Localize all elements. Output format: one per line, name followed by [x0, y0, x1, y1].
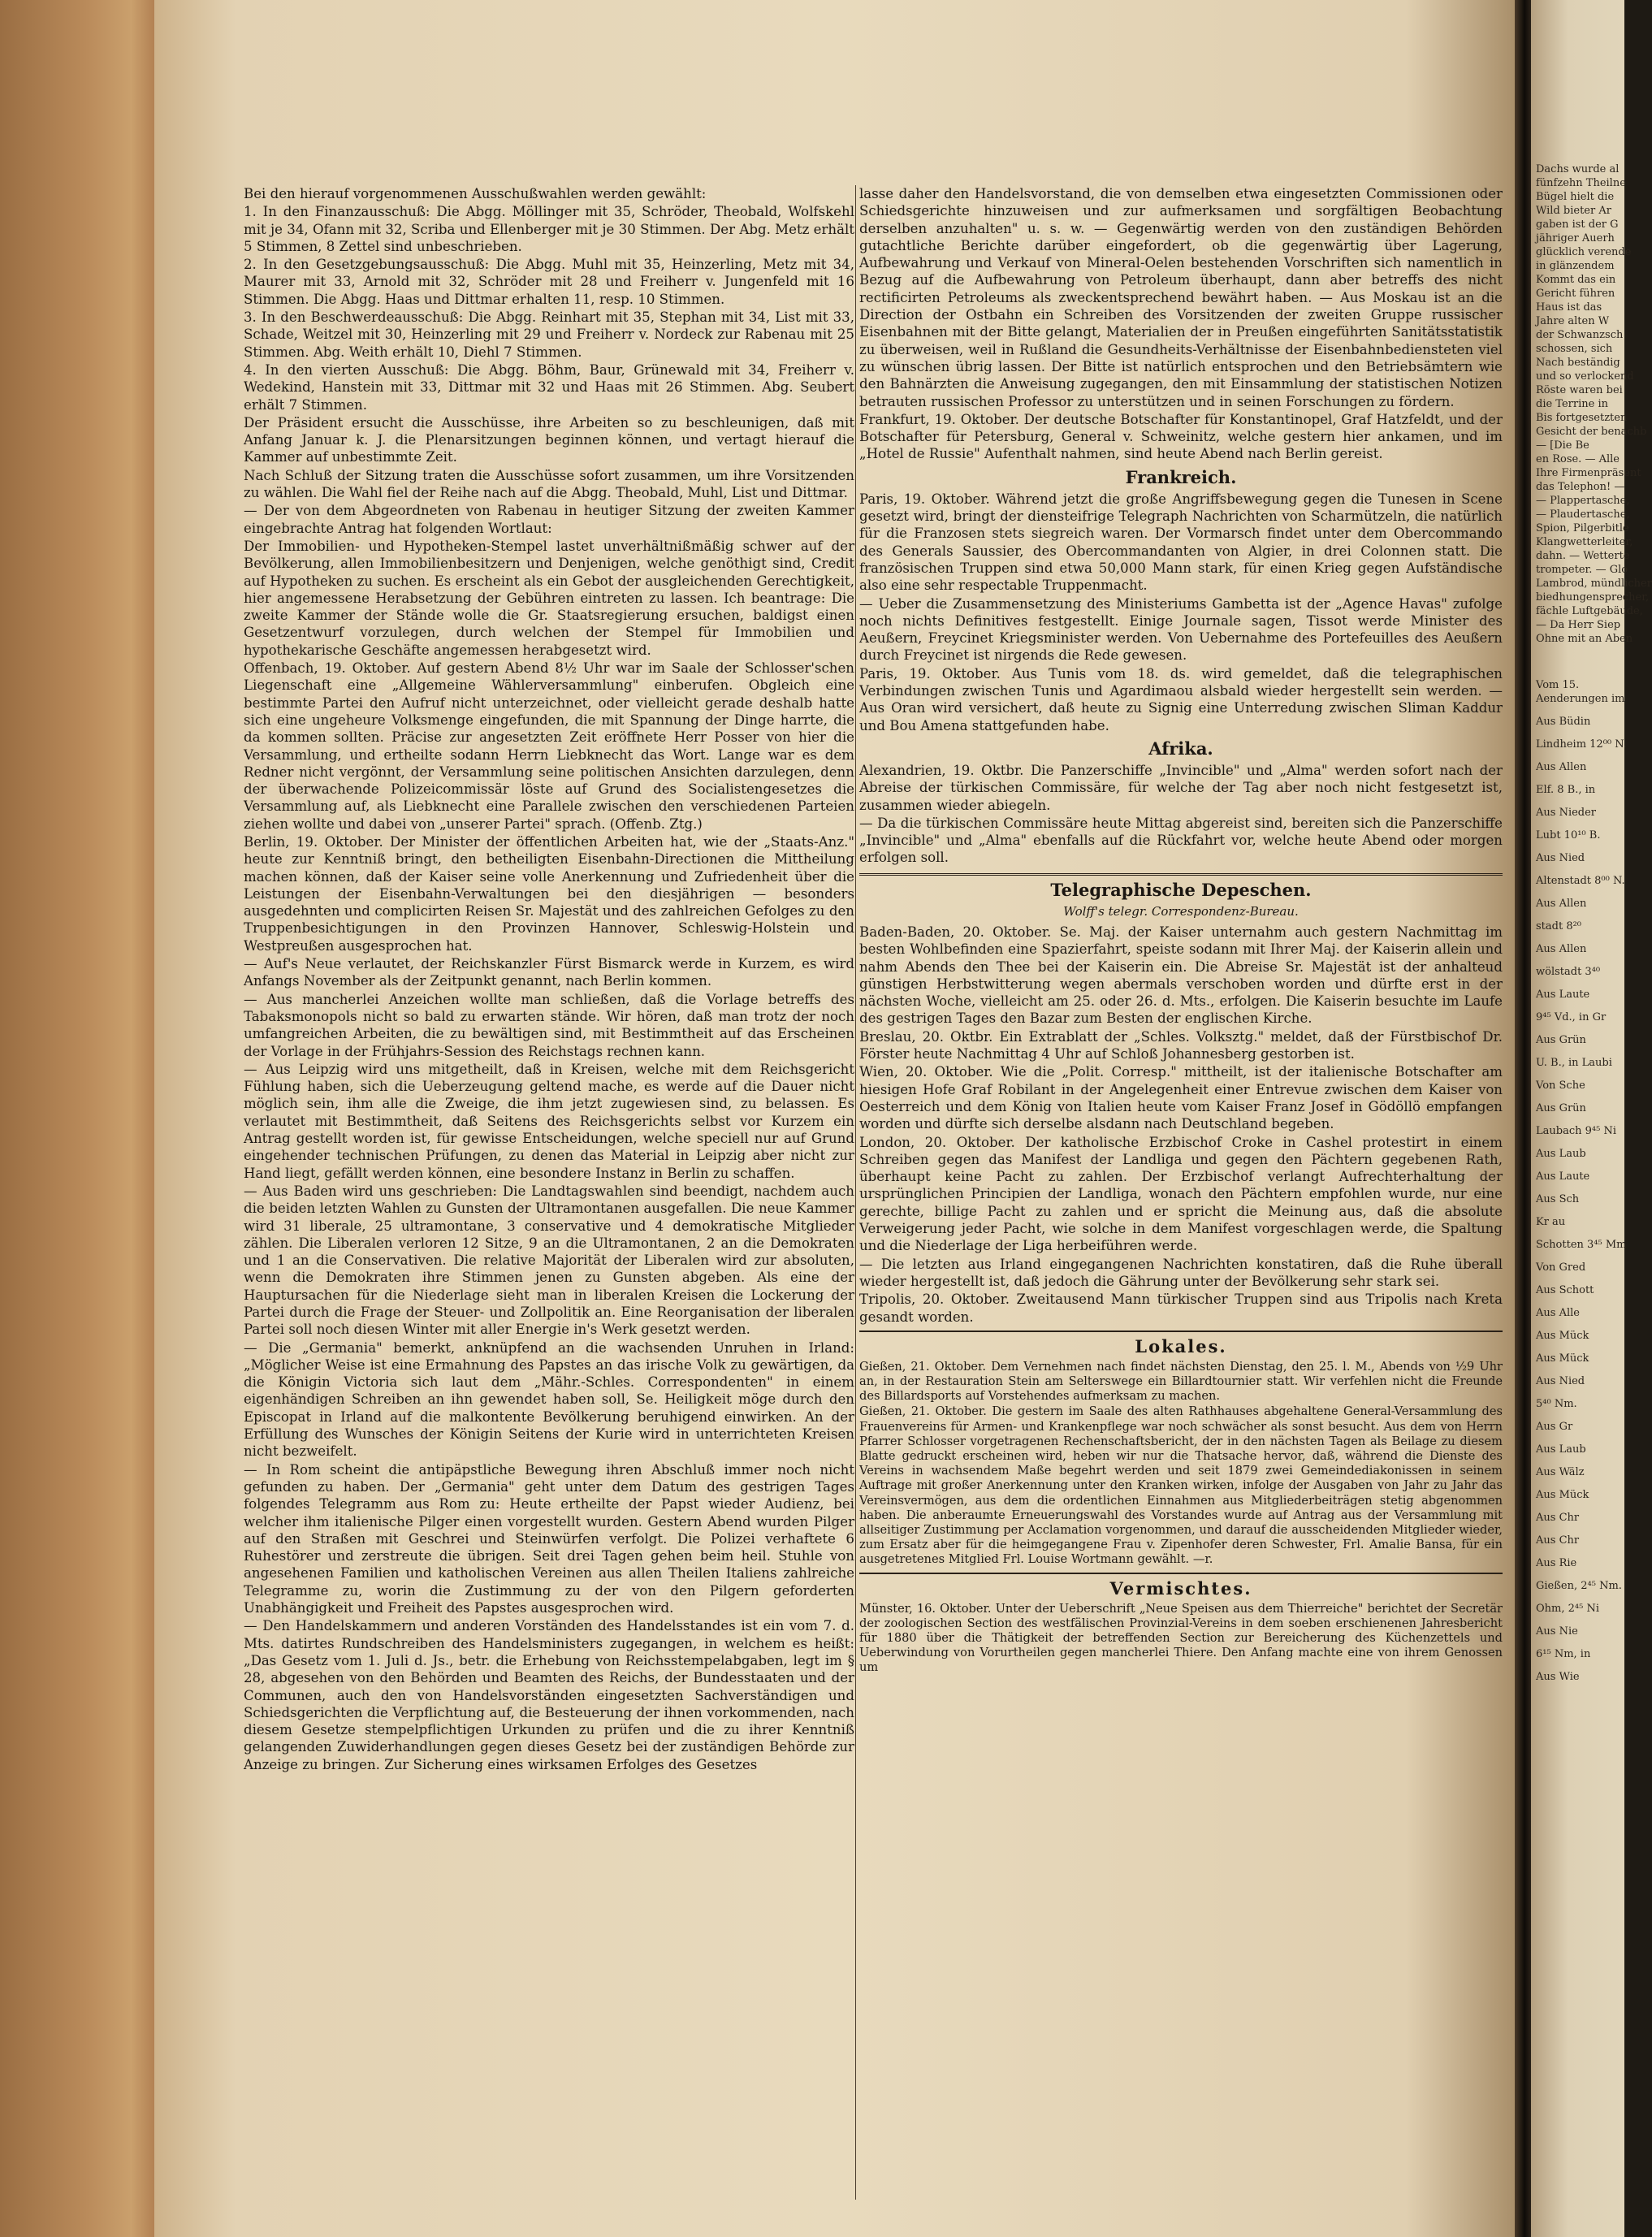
section-divider [859, 873, 1503, 876]
adjacent-page-line: Aus Allen [1536, 761, 1587, 773]
adjacent-page-line: Vom 15. [1536, 679, 1580, 691]
article-paragraph: London, 20. Oktober. Der katholische Erzbischof Croke in Cashel protestirt in einem Schreiben gegen das Manifest der Landliga und gegen den Pächtern gegebenen Rath, überhaupt keine Pacht zu zahlen. Der Erzbischof verlangt Aufrechterhaltung der ursprünglichen Principien der Landliga, wonach den Pächtern empfohlen wurde, nur eine gerechte, billige Pacht zu zahlen und er spricht die Meinung aus, daß die absolute Verweigerung jeder Pacht, wie solche in dem Manifest vorgeschlagen werde, die Spaltung und die Niederlage der Liga herbeiführen werde. [859, 1134, 1503, 1254]
article-paragraph: lasse daher den Handelsvorstand, die von demselben etwa eingesetzten Commissionen oder Schiedsgerichte hinzuweisen und zur aufmerksamen und sorgfältigen Beobachtung derselben anzuhalten" u. s. w. — Gegenwärtig werden von den zuständigen Behörden gutachtliche Berichte darüber eingefordert, ob die gegenwärtig über Lagerung, Aufbewahrung und Verkauf von Mineral-Oelen bestehenden Vorschriften sich namentlich in Bezug auf die Aufbewahrung von Petroleum überhaupt, dann aber betreffs des nicht rectificirten Petroleums als zweckentsprechend bewährt haben. — Aus Moskau ist an die Direction der Ostbahn ein Schreiben des Vorsitzenden der zweiten Gruppe russischer Eisenbahnen mit der Bitte gelangt, Materialien der in Preußen eingeführten Sanitätsstatistik zu überweisen, weil in Rußland die Gesundheits-Verhältnisse der Eisenbahnbediensteten viel zu wünschen übrig lassen. Der Bitte ist natürlich entsprochen und den Betriebsämtern wie den Bahnärzten die Anweisung zugegangen, den mit Einsammlung der statistischen Notizen betrauten russischen Professor zu unterstützen und in seinen Forschungen zu fördern. [859, 186, 1503, 409]
adjacent-page-line: schossen, sich [1536, 343, 1613, 355]
article-paragraph: 2. In den Gesetzgebungsausschuß: Die Abgg. Muhl mit 35, Heinzerling, Metz mit 34, Maurer mit 33, Arnold mit 32, Schröder mit 28 und Freiherr v. Jungenfeld mit 16 Stimmen. Die Abgg. Haas und Dittmar erhalten 11, resp. 10 Stimmen. [244, 257, 854, 307]
article-paragraph: — Da die türkischen Commissäre heute Mittag abgereist sind, bereiten sich die Panzerschiffe „Invincible" und „Alma" ebenfalls auf die Rückfahrt vor, welche heute Abend oder morgen erfolgen soll. [859, 815, 1503, 866]
article-paragraph: — Aus Baden wird uns geschrieben: Die Landtagswahlen sind beendigt, nachdem auch die beiden letzten Wahlen zu Gunsten der Ultramontanen ausgefallen. Die neue Kammer wird 31 liberale, 25 ultramontane, 3 conservative und 4 demokratische Mitglieder zählen. Die Liberalen verloren 12 Sitze, 9 an die Ultramontanen, 2 an die Demokraten und 1 an die Conservativen. Die relative Majorität der Liberalen wird zur absoluten, wenn die Demokraten ihre Stimmen jenen zu Gunsten abgeben. Als eine der Hauptursachen für die Niederlage sieht man in liberalen Kreisen die Lockerung der Partei durch die Frage der Steuer- und Zollpolitik an. Eine Reorganisation der liberalen Partei soll noch diesen Winter mit aller Energie in's Werk gesetzt werden. [244, 1183, 854, 1338]
adjacent-page-line: Aus Allen [1536, 943, 1587, 955]
article-paragraph: Paris, 19. Oktober. Aus Tunis vom 18. ds. wird gemeldet, daß die telegraphischen Verbindungen zwischen Tunis und Agardimaou alsbald wieder hergestellt sein werden. — Aus Oran wird versichert, daß heute zu Signig eine Unterredung zwischen Sliman Kaddur und Bou Amena stattgefunden habe. [859, 665, 1503, 733]
section-title-frankreich: Frankreich. [1125, 466, 1237, 487]
adjacent-page-line: — Da Herr Siep [1536, 619, 1621, 631]
section-title-lokales: Lokales. [1135, 1335, 1227, 1356]
adjacent-page-line: Aus Allen [1536, 898, 1587, 910]
adjacent-page-line: Ihre Firmenpräsent [1536, 467, 1641, 479]
adjacent-page-line: die Terrine in [1536, 398, 1608, 410]
section-subtitle-bureau: Wolff's telegr. Correspondenz-Bureau. [1063, 903, 1299, 919]
adjacent-page-line: Lindheim 12⁰⁰ N. [1536, 738, 1627, 751]
article-paragraph: Paris, 19. Oktober. Während jetzt die große Angriffsbewegung gegen die Tunesen in Scene gesetzt wird, bringt der diensteifrige Telegraph Nachrichten von Scharmützeln, die natürlich für die Franzosen stets siegreich waren. Der Vormarsch findet unter dem Obercommando des Generals Saussier, des Obercommandanten von Algier, in drei Colonnen statt. Die französischen Truppen sind etwa 50,000 Mann stark, für einen Krieg gegen Aufständische also eine sehr respectable Truppenmacht. [859, 491, 1503, 594]
right-column [859, 185, 1503, 1676]
adjacent-page-line: Aus Laub [1536, 1443, 1586, 1456]
adjacent-page-line: Aus Alle [1536, 1307, 1580, 1319]
adjacent-page-line: U. B., in Laubi [1536, 1057, 1612, 1069]
section-divider [859, 1573, 1503, 1574]
adjacent-page-line: Aus Wie [1536, 1671, 1580, 1683]
adjacent-page-line: Gesicht der benachb [1536, 426, 1647, 438]
adjacent-page-fragment [1531, 0, 1652, 2237]
article-paragraph: — In Rom scheint die antipäpstliche Bewegung ihren Abschluß immer noch nicht gefunden zu haben. Der „Germania" geht unter dem Datum des gestrigen Tages folgendes Telegramm aus Rom zu: Heute ertheilte der Papst wieder Audienz, bei welcher ihm italienische Pilger einen vorgestellt wurden. Gestern Abend wurden Pilger auf den Straßen mit Geschrei und Steinwürfen verfolgt. Die Polizei verhaftete 6 Ruhestörer und zerstreute die übrigen. Seit drei Tagen gehen beim heil. Stuhle von angesehenen Familien und katholischen Vereinen aus allen Theilen Italiens zahlreiche Telegramme zu, worin die Zustimmung zu der von den Pilgern geforderten Unabhängigkeit und Freiheit des Papstes ausgesprochen wird. [244, 1461, 854, 1616]
adjacent-page-line: Lubt 10¹⁰ B. [1536, 829, 1601, 842]
article-paragraph: Offenbach, 19. Oktober. Auf gestern Abend 8½ Uhr war im Saale der Schlosser'schen Liegenschaft eine „Allgemeine Wählerversammlung" einberufen. Obgleich eine bestimmte Partei den Aufruf nicht unterzeichnet, oder vielleicht gerade deshalb hatte sich eine ungeheure Volksmenge eingefunden, die mit Spannung der Dinge harrte, die da kommen sollten. Präcise zur angesetzten Zeit eröffnete Herr Posser von hier die Versammlung, und ertheilte sodann Herrn Liebknecht das Wort. Lange war es dem Redner nicht vergönnt, der Versammlung seine politischen Ansichten darzulegen, denn der überwachende Polizeicommissär löste auf Grund des Socialistengesetzes die Versammlung auf, als Liebknecht eine Parallele zwischen den verschiedenen Parteien ziehen wollte und dabei von „unserer Partei" sprach. (Offenb. Ztg.) [244, 660, 854, 832]
adjacent-page-line: Kommt das ein [1536, 274, 1616, 286]
adjacent-page-line: Aus Nied [1536, 1375, 1585, 1387]
section-title-vermischtes: Vermischtes. [1109, 1577, 1252, 1599]
adjacent-page-line: Von Gred [1536, 1261, 1586, 1274]
article-paragraph: — Aus Leipzig wird uns mitgetheilt, daß in Kreisen, welche mit dem Reichsgericht Fühlung haben, sich die Ueberzeugung geltend mache, es werde auf die Dauer nicht möglich sein, ihm alle die Zweige, die ihm jetzt zugewiesen sind, zu belassen. Es verlautet mit Bestimmtheit, daß Seitens des Reichsgerichts selbst vor Kurzem ein Antrag gestellt worden ist, für gewisse Entscheidungen, welche speciell nur auf Grund eingehender technischen Prüfungen, zu denen das Material in Leipzig aber nicht zur Hand liegt, gefällt werden können, eine besondere Instanz in Berlin zu schaffen. [244, 1061, 854, 1181]
adjacent-page-line: Gießen, 2⁴⁵ Nm. [1536, 1580, 1622, 1592]
adjacent-page-line: Aus Grün [1536, 1034, 1586, 1046]
adjacent-page-line: dahn. — Wetterte [1536, 550, 1630, 562]
adjacent-page-line: Aus Grün [1536, 1102, 1586, 1114]
adjacent-page-line: 9⁴⁵ Vd., in Gr [1536, 1011, 1607, 1023]
column-rule [855, 185, 856, 2200]
adjacent-page-line: Aus Nie [1536, 1625, 1578, 1638]
adjacent-page-line: Von Sche [1536, 1080, 1585, 1092]
article-paragraph: — Ueber die Zusammensetzung des Ministeriums Gambetta ist der „Agence Havas" zufolge noch nichts Definitives festgestellt. Einige Journale sagen, Tissot werde Minister des Aeußern, Freycinet Kriegsminister werden. Von Uebernahme des Portefeuilles des Aeußern durch Freycinet ist nirgends die Rede gewesen. [859, 595, 1503, 664]
adjacent-page-line: Aus Mück [1536, 1489, 1589, 1501]
adjacent-page-line: Laubach 9⁴⁵ Ni [1536, 1125, 1616, 1137]
adjacent-page-line: Aus Nieder [1536, 807, 1597, 819]
newspaper-page [154, 0, 1515, 2237]
article-paragraph: Baden-Baden, 20. Oktober. Se. Maj. der Kaiser unternahm auch gestern Nachmittag im besten Wohlbefinden eine Spazierfahrt, speiste sodann mit Ihrer Maj. der Kaiserin allein und nahm Abends den Thee bei der Kaiserin ein. Die Abreise Sr. Majestät ist der anhalteud günstigen Herbstwitterung wegen abermals verschoben worden und dürfte erst in der nächsten Woche, vielleicht am 25. oder 26. d. Mts., erfolgen. Die Kaiserin besuchte im Laufe des gestrigen Tages den Bazar zum Besten der englischen Kirche. [859, 924, 1503, 1027]
adjacent-page-line: — [Die Be [1536, 439, 1589, 452]
article-paragraph: 3. In den Beschwerdeausschuß: Die Abgg. Reinhart mit 35, Stephan mit 34, List mit 33, Schade, Weitzel mit 30, Heinzerling mit 29 und Freiherr v. Nordeck zur Rabenau mit 25 Stimmen. Abg. Weith erhält 10, Diehl 7 Stimmen. [244, 309, 854, 360]
adjacent-page-line: Lambrod, mündlicher [1536, 578, 1652, 590]
book-gutter [1515, 0, 1531, 2237]
adjacent-page-line: Röste waren bei [1536, 384, 1623, 396]
adjacent-page-line: und so verlockend [1536, 370, 1634, 383]
adjacent-page-line: — Plappertasche, [1536, 495, 1630, 507]
article-paragraph: 4. In den vierten Ausschuß: Die Abgg. Böhm, Baur, Grünewald mit 34, Freiherr v. Wedekind, Hanstein mit 33, Dittmar mit 32 und Haas mit 26 Stimmen. Abg. Seubert erhält 7 Stimmen. [244, 361, 854, 413]
article-paragraph: Nach Schluß der Sitzung traten die Ausschüsse sofort zusammen, um ihre Vorsitzenden zu wählen. Die Wahl fiel der Reihe nach auf die Abgg. Theobald, Muhl, List und Dittmar. [244, 467, 854, 501]
adjacent-page-line: der Schwanzsch [1536, 329, 1624, 341]
adjacent-page-line: glücklich verende [1536, 246, 1632, 258]
adjacent-page-line: Aus Gr [1536, 1421, 1573, 1433]
adjacent-page-line: Haus ist das [1536, 301, 1602, 314]
section-title-afrika: Afrika. [1148, 738, 1213, 759]
adjacent-page-line: Aus Wälz [1536, 1466, 1585, 1478]
adjacent-page-line: biedhungensprecher, [1536, 591, 1650, 604]
adjacent-page-line: Jahre alten W [1536, 315, 1610, 327]
adjacent-page-text [1531, 0, 1652, 1684]
article-paragraph: Münster, 16. Oktober. Unter der Ueberschrift „Neue Speisen aus dem Thierreiche" berichtet der Secretär der zoologischen Section des westfälischen Provinzial-Vereins in dem soeben erschienenen Jahresbericht für 1880 über die Thätigkeit der betreffenden Section zur Bereicherung des Küchenzettels und Ueberwindung von Vorurtheilen gegen mancherlei Thiere. Den Anfang machte eine von ihrem Genossen um [859, 1601, 1503, 1675]
adjacent-page-line: Spion, Pilgerbitle [1536, 522, 1629, 534]
adjacent-page-line: Aus Chr [1536, 1512, 1580, 1524]
article-paragraph: — Die „Germania" bemerkt, anknüpfend an die wachsenden Unruhen in Irland: „Möglicher Weise ist eine Ermahnung des Papstes an das irische Volk zu gewärtigen, da die Königin Victoria sich laut dem „Mähr.-Schles. Correspondenten" in einem eigenhändigen Schreiben an ihn gewendet haben soll, Se. Heiligkeit möge durch den Episcopat in Irland auf die malkontente Bevölkerung beruhigend einwirken. An der Erfüllung des Wunsches der Königin Seitens der Kurie wird in unterrichteten Kreisen nicht bezweifelt. [244, 1339, 854, 1460]
article-paragraph: Bei den hierauf vorgenommenen Ausschußwahlen werden gewählt: [244, 186, 707, 201]
adjacent-page-line: 6¹⁵ Nm, in [1536, 1648, 1591, 1660]
adjacent-page-line: trompeter. — Glo [1536, 564, 1628, 576]
adjacent-page-line: in glänzendem [1536, 260, 1615, 272]
adjacent-page-line: fächle Luftgebäude, [1536, 605, 1643, 617]
adjacent-page-line: Gericht führen [1536, 288, 1615, 300]
adjacent-page-line: Klangwetterleiter, [1536, 536, 1633, 548]
article-paragraph: — Aus mancherlei Anzeichen wollte man schließen, daß die Vorlage betreffs des Tabaksmonopols nicht so bald zu erwarten stände. Wir hören, daß man trotz der noch umfangreichen Arbeiten, die zu bewältigen sind, mit Bestimmtheit auf das Erscheinen der Vorlage in der Frühjahrs-Session des Reichstags rechnen kann. [244, 991, 854, 1059]
adjacent-page-line: Schotten 3⁴⁵ Mm [1536, 1239, 1627, 1251]
adjacent-page-line: wölstadt 3⁴⁰ [1536, 966, 1601, 978]
adjacent-page-line: stadt 8²⁰ [1536, 920, 1582, 932]
adjacent-page-line: Dachs wurde al [1536, 163, 1620, 175]
adjacent-page-line: — Plaudertasche, [1536, 508, 1630, 521]
adjacent-page-line: gaben ist der G [1536, 219, 1619, 231]
article-paragraph: Alexandrien, 19. Oktbr. Die Panzerschiffe „Invincible" und „Alma" werden sofort nach der Abreise der türkischen Commissäre, für welche der Tag aber noch nicht festgesetzt ist, zusammen wieder abiegeln. [859, 762, 1503, 813]
adjacent-page-line: en Rose. — Alle [1536, 453, 1620, 465]
adjacent-page-line: Aus Büdin [1536, 716, 1591, 728]
article-paragraph: Breslau, 20. Oktbr. Ein Extrablatt der „Schles. Volksztg." meldet, daß der Fürstbischof Dr. Förster heute Nachmittag 4 Uhr auf Schloß Johannesberg gestorben ist. [859, 1028, 1503, 1062]
article-paragraph: Tripolis, 20. Oktober. Zweitausend Mann türkischer Truppen sind aus Tripolis nach Kreta gesandt worden. [859, 1292, 1503, 1325]
adjacent-page-line: Ohne mit an Aben [1536, 633, 1633, 645]
adjacent-page-line: Bügel hielt die [1536, 191, 1615, 203]
adjacent-page-line: fünfzehn Theilne [1536, 177, 1626, 189]
section-title-telegraphische: Telegraphische Depeschen. [1050, 879, 1312, 900]
adjacent-page-line: Aus Mück [1536, 1352, 1589, 1365]
adjacent-page-line: Aus Rie [1536, 1557, 1577, 1569]
section-divider [859, 1331, 1503, 1332]
article-paragraph: Der Immobilien- und Hypotheken-Stempel lastet unverhältnißmäßig schwer auf der Bevölkerung, allen Immobilienbesitzern und Denjenigen, welche genöthigt sind, Credit auf Hypotheken zu suchen. Es erscheint als ein Gebot der ausgleichenden Gerechtigkeit, hier angemessene Herabsetzung der Gebühren eintreten zu lassen. Ich beantrage: Die zweite Kammer der Stände wolle die Gr. Staatsregierung ersuchen, baldigst einen Gesetzentwurf vorzulegen, durch welchen der Stempel für Immobilien und hypothekarische Geschäfte angemessen herabgesetzt wird. [244, 538, 854, 658]
adjacent-page-line: Aenderungen im [1536, 693, 1625, 705]
adjacent-page-line: Aus Chr [1536, 1534, 1580, 1547]
adjacent-page-line: Aus Laute [1536, 1170, 1590, 1183]
article-paragraph: — Die letzten aus Irland eingegangenen Nachrichten konstatiren, daß die Ruhe überall wieder hergestellt ist, daß jedoch die Gährung unter der Bevölkerung sehr stark sei. [859, 1256, 1503, 1289]
adjacent-page-line: Aus Mück [1536, 1330, 1589, 1342]
adjacent-page-line: Aus Nied [1536, 852, 1585, 864]
adjacent-page-line: Elf. 8 B., in [1536, 784, 1596, 796]
adjacent-page-line: 5⁴⁰ Nm. [1536, 1398, 1577, 1410]
left-column [244, 185, 854, 1773]
adjacent-page-line: Bis fortgesetzten [1536, 412, 1628, 424]
article-paragraph: — Auf's Neue verlautet, der Reichskanzler Fürst Bismarck werde in Kurzem, es wird Anfangs November als der Zeitpunkt genannt, nach Berlin kommen. [244, 956, 854, 989]
adjacent-page-line: Nach beständig [1536, 357, 1620, 369]
adjacent-page-line: Kr au [1536, 1216, 1566, 1228]
adjacent-page-line: Altenstadt 8⁰⁰ N. [1536, 875, 1625, 887]
article-paragraph: Wien, 20. Oktober. Wie die „Polit. Corresp." mittheilt, ist der italienische Botschafter am hiesigen Hofe Graf Robilant in der Angelegenheit einer Entrevue zwischen dem Kaiser von Oesterreich und dem König von Italien heute vom Kaiser Franz Josef in Gödöllö empfangen worden und dürfte sich derselbe alsdann nach Deutschland begeben. [859, 1064, 1503, 1132]
article-paragraph: Frankfurt, 19. Oktober. Der deutsche Botschafter für Konstantinopel, Graf Hatzfeldt, und der Botschafter für Petersburg, General v. Schweinitz, welche gestern hier ankamen, und im „Hotel de Russie" Aufenthalt nahmen, sind heute Abend nach Berlin gereist. [859, 411, 1503, 462]
article-paragraph: Gießen, 21. Oktober. Die gestern im Saale des alten Rathhauses abgehaltene General-Versammlung des Frauenvereins für Armen- und Krankenpflege war noch schwächer als sonst besucht. Aus dem von Herrn Pfarrer Schlosser vorgetragenen Rechenschaftsbericht, der in den nächsten Tagen als Beilage zu diesem Blatte gedruckt erscheinen wird, heben wir nur die Thatsache hervor, daß, während die Dienste des Vereins in wachsendem Maße begehrt werden und seit 1879 zwei Gemeindediakonissen in seinem Auftrage mit großer Anerkennung unter den Kranken wirken, infolge der Ausgaben von Jahr zu Jahr das Vereinsvermögen, aus dem die ordentlichen Einnahmen aus Mitgliederbeiträgen stetig abgenommen haben. Die anberaumte Erneuerungswahl des Vorstandes wurde auf Antrag aus der Versammlung mit allseitiger Zustimmung per Acclamation vorgenommen, und darauf die ausscheidenden Mitglieder wieder, zum Ersatz aber für die heimgegangene Frau v. Zipenhofer deren Schwester, Frl. Amalie Bansa, für ein ausgetretenes Mitglied Frl. Louise Wortmann gewählt. —r. [859, 1404, 1503, 1567]
article-paragraph: — Den Handelskammern und anderen Vorständen des Handelsstandes ist ein vom 7. d. Mts. datirtes Rundschreiben des Handelsministers zugegangen, in welchem es heißt: „Das Gesetz vom 1. Juli d. Js., betr. die Erhebung von Reichsstempelabgaben, legt im § 28, abgesehen von den Behörden und Beamten des Reichs, der Bundesstaaten und der Communen, auch den von Handelsvorständen eingesetzten Sachverständigen und Schiedsgerichten die Verpflichtung auf, die Besteuerung der ihnen vorkommenden, nach diesem Gesetze stempelpflichtigen Urkunden zu prüfen und die zu ihrer Kenntniß gelangenden Zuwiderhandlungen gegen dieses Gesetz bei der zuständigen Behörde zur Anzeige zu bringen. Zur Sicherung eines wirksamen Erfolges des Gesetzes [244, 1618, 854, 1772]
article-paragraph: — Der von dem Abgeordneten von Rabenau in heutiger Sitzung der zweiten Kammer eingebrachte Antrag hat folgenden Wortlaut: [244, 503, 854, 536]
adjacent-page-line: das Telephon! — [1536, 481, 1625, 493]
adjacent-page-line: Aus Sch [1536, 1193, 1580, 1205]
adjacent-page-line: Ohm, 2⁴⁵ Ni [1536, 1603, 1599, 1615]
adjacent-page-line: Aus Schott [1536, 1284, 1594, 1296]
adjacent-page-line: Aus Laute [1536, 989, 1590, 1001]
article-paragraph: 1. In den Finanzausschuß: Die Abgg. Möllinger mit 35, Schröder, Theobald, Wolfskehl mit je 34, Ofann mit 32, Scriba und Ellenberger mit je 30 Stimmen. Der Abg. Metz erhält 5 Stimmen, 8 Zettel sind unbeschrieben. [244, 204, 854, 254]
adjacent-page-line: jähriger Auerh [1536, 232, 1615, 244]
article-paragraph: Berlin, 19. Oktober. Der Minister der öffentlichen Arbeiten hat, wie der „Staats-Anz." heute zur Kenntniß bringt, den betheiligten Eisenbahn-Directionen die Mittheilung machen können, daß der Kaiser seine volle Anerkennung und Zufriedenheit über die Leistungen der Eisenbahn-Verwaltungen bei den diesjährigen — besonders ausgedehnten und complicirten Reisen Sr. Majestät und des zahlreichen Gefolges zu den Truppenbesichtigungen in den Provinzen Hannover, Schleswig-Holstein und Westpreußen ausgesprochen hat. [244, 833, 854, 954]
adjacent-page-line: Aus Laub [1536, 1148, 1586, 1160]
adjacent-page-line: Wild bieter Ar [1536, 205, 1611, 217]
article-paragraph: Der Präsident ersucht die Ausschüsse, ihre Arbeiten so zu beschleunigen, daß mit Anfang Januar k. J. die Plenarsitzungen beginnen können, und vertagt hierauf die Kammer auf unbestimmte Zeit. [244, 414, 854, 465]
article-paragraph: Gießen, 21. Oktober. Dem Vernehmen nach findet nächsten Dienstag, den 25. l. M., Abends von ½9 Uhr an, in der Restauration Stein am Selterswege ein Billardtournier statt. Wir verfehlen nicht die Freunde des Billardsports auf Vorstehendes aufmerksam zu machen. [859, 1359, 1503, 1404]
book-edge-left [0, 0, 154, 2237]
